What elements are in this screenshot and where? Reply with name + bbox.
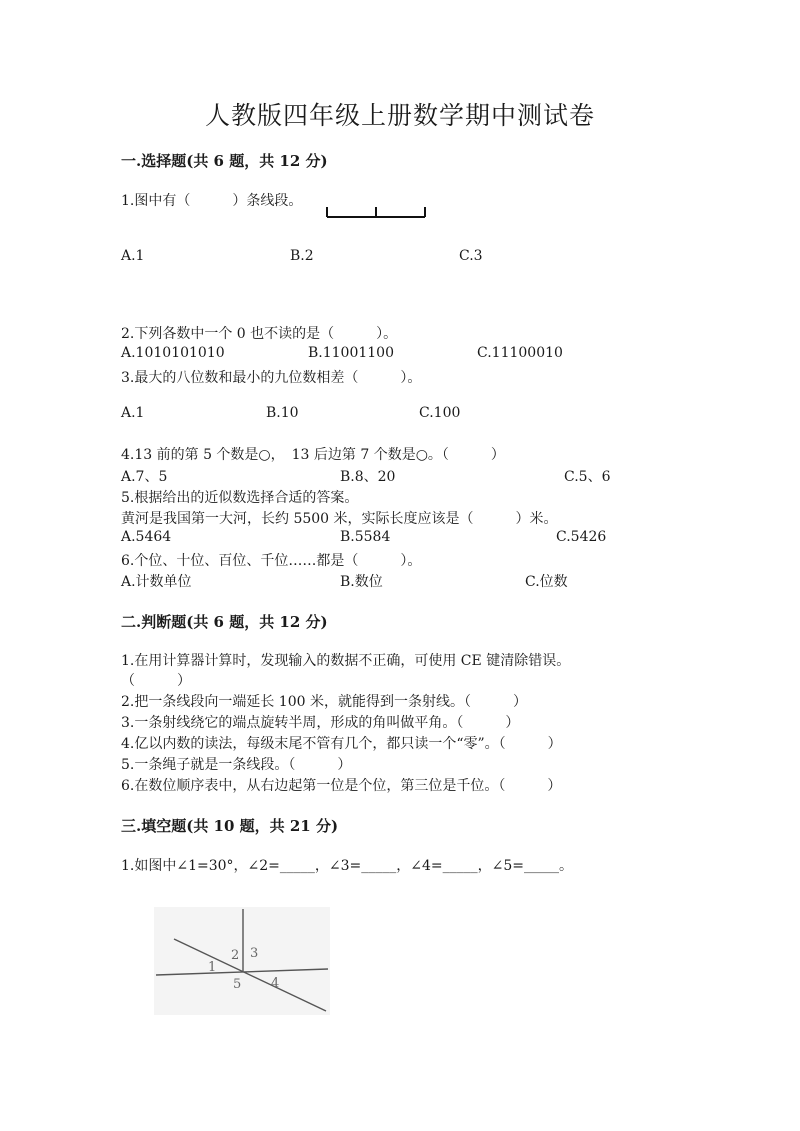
choice-q4-option-a: A.7、5 bbox=[121, 469, 168, 485]
choice-q6-option-b: B.数位 bbox=[340, 574, 383, 590]
choice-q2-option-c: C.11100010 bbox=[477, 345, 563, 361]
choice-q5-option-b: B.5584 bbox=[340, 529, 391, 545]
segment-figure bbox=[322, 202, 432, 224]
judge-item: 6.在数位顺序表中，从右边起第一位是个位，第三位是千位。（ ） bbox=[121, 778, 562, 794]
choice-q2-text: 2.下列各数中一个 0 也不读的是（ ）。 bbox=[121, 326, 398, 342]
choice-q4-option-c: C.5、6 bbox=[564, 469, 611, 485]
judge-item: （ ） bbox=[121, 673, 191, 689]
choice-q3-option-a: A.1 bbox=[121, 405, 145, 421]
choice-q2-option-b: B.11001100 bbox=[308, 345, 394, 361]
angle-figure bbox=[154, 907, 330, 1015]
judge-item: 4.亿以内数的读法，每级末尾不管有几个，都只读一个“零”。（ ） bbox=[121, 736, 562, 752]
choice-q4-text: 4.13 前的第 5 个数是○， 13 后边第 7 个数是○。（ ） bbox=[121, 447, 505, 463]
section-heading-judge: 二.判断题(共 6 题，共 12 分) bbox=[121, 613, 328, 631]
choice-q6-option-a: A.计数单位 bbox=[121, 574, 192, 590]
choice-q6-text: 6.个位、十位、百位、千位……都是（ ）。 bbox=[121, 553, 422, 569]
judge-item: 5.一条绳子就是一条线段。（ ） bbox=[121, 757, 352, 773]
fill-q1-text: 1.如图中∠1=30°，∠2=_____，∠3=_____，∠4=_____，∠5=_____。 bbox=[121, 858, 574, 874]
choice-q1-text: 1.图中有（ ）条线段。 bbox=[121, 193, 303, 209]
choice-q5-text2: 黄河是我国第一大河，长约 5500 米，实际长度应该是（ ）米。 bbox=[121, 511, 558, 527]
angle-label-4: 4 bbox=[271, 976, 280, 991]
choice-q4-option-b: B.8、20 bbox=[340, 469, 396, 485]
angle-label-1: 1 bbox=[208, 960, 217, 975]
section-heading-choice: 一.选择题(共 6 题，共 12 分) bbox=[121, 152, 328, 170]
choice-q1-option-c: C.3 bbox=[459, 248, 483, 264]
choice-q3-option-c: C.100 bbox=[419, 405, 461, 421]
choice-q3-option-b: B.10 bbox=[266, 405, 299, 421]
choice-q1-option-b: B.2 bbox=[290, 248, 314, 264]
page-title: 人教版四年级上册数学期中测试卷 bbox=[204, 101, 595, 130]
choice-q5-text: 5.根据给出的近似数选择合适的答案。 bbox=[121, 490, 359, 506]
choice-q1-option-a: A.1 bbox=[121, 248, 145, 264]
choice-q2-option-a: A.1010101010 bbox=[121, 345, 225, 361]
section-heading-fill: 三.填空题(共 10 题，共 21 分) bbox=[121, 817, 339, 835]
choice-q5-option-c: C.5426 bbox=[556, 529, 607, 545]
choice-q6-option-c: C.位数 bbox=[525, 574, 568, 590]
judge-item: 3.一条射线绕它的端点旋转半周，形成的角叫做平角。（ ） bbox=[121, 715, 520, 731]
choice-q3-text: 3.最大的八位数和最小的九位数相差（ ）。 bbox=[121, 370, 422, 386]
angle-label-2: 2 bbox=[231, 948, 240, 963]
judge-item: 2.把一条线段向一端延长 100 米，就能得到一条射线。（ ） bbox=[121, 694, 527, 710]
angle-label-5: 5 bbox=[233, 977, 242, 992]
choice-q5-option-a: A.5464 bbox=[121, 529, 172, 545]
angle-label-3: 3 bbox=[250, 946, 259, 961]
judge-item: 1.在用计算器计算时，发现输入的数据不正确，可使用 CE 键清除错误。 bbox=[121, 653, 571, 669]
